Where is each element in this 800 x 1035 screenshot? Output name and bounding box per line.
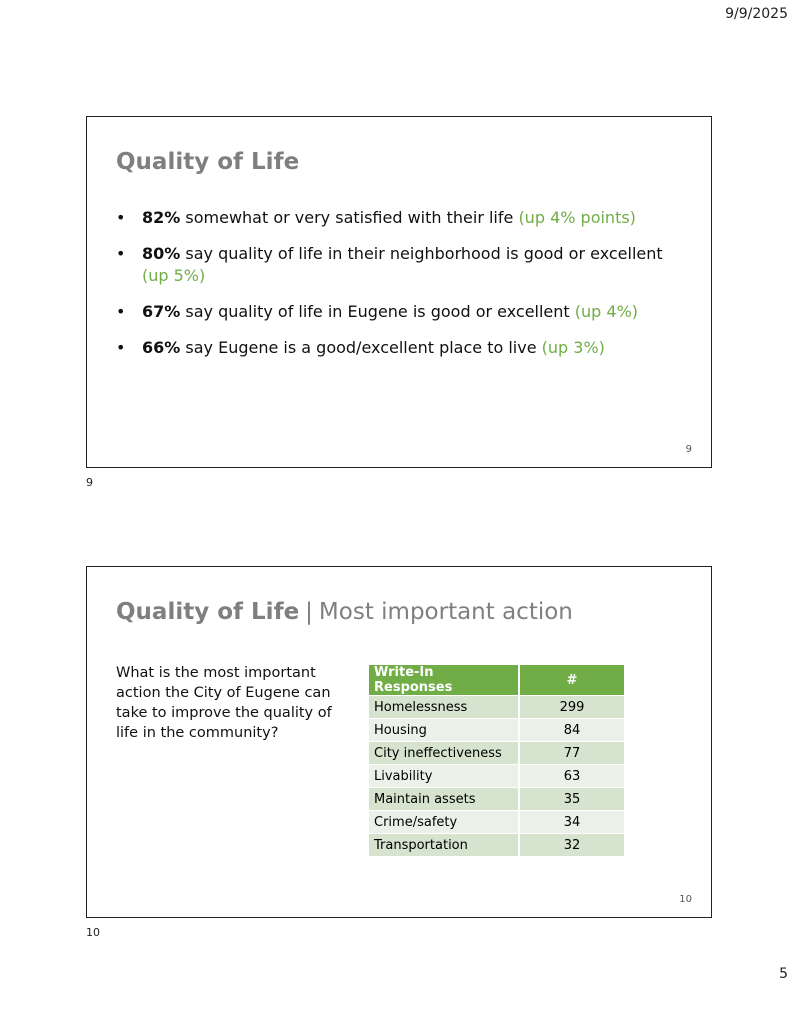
bullet-item: • 80% say quality of life in their neighborhood is good or excellent (up 5%)	[116, 243, 686, 287]
bullet-item: • 67% say quality of life in Eugene is good or excellent (up 4%)	[116, 301, 686, 323]
bullet-item: • 66% say Eugene is a good/excellent place to live (up 3%)	[116, 337, 686, 359]
table-row	[369, 788, 624, 811]
table-row	[369, 811, 624, 834]
table-cell: 63	[520, 765, 624, 788]
table-cell: 299	[520, 696, 624, 719]
slide-10	[86, 566, 712, 918]
table-cell: 84	[520, 719, 624, 742]
table-cell: 35	[520, 788, 624, 811]
column-header: #	[520, 665, 624, 696]
slide-label: 9	[86, 476, 93, 489]
table-row	[369, 834, 624, 857]
table-cell: Transportation	[369, 834, 520, 857]
table-cell: City ineffectiveness	[369, 742, 520, 765]
responses-table	[369, 665, 624, 857]
page-number: 5	[779, 966, 788, 982]
slide-9	[86, 116, 712, 468]
table-row	[369, 765, 624, 788]
table-cell: 34	[520, 811, 624, 834]
table-row	[369, 742, 624, 765]
slide-footer-number: 10	[679, 894, 692, 905]
header-date: 9/9/2025	[725, 6, 788, 22]
slide-label: 10	[86, 926, 100, 939]
table-cell: 77	[520, 742, 624, 765]
table-cell: Crime/safety	[369, 811, 520, 834]
table-cell: Housing	[369, 719, 520, 742]
slide-title: Quality of Life	[116, 149, 300, 175]
table-cell: Livability	[369, 765, 520, 788]
bullet-list	[116, 207, 686, 373]
bullet-item: • 82% somewhat or very satisfied with their life (up 4% points)	[116, 207, 686, 229]
table-header-row	[369, 665, 624, 696]
question-text: What is the most important action the City of Eugene can take to improve the quality of life in the community?	[116, 665, 332, 741]
table-row	[369, 719, 624, 742]
table-cell: Homelessness	[369, 696, 520, 719]
slide-title: Quality of Life | Most important action	[116, 599, 573, 625]
slide-footer-number: 9	[685, 444, 692, 455]
column-header: Write-In Responses	[369, 665, 520, 696]
table-row	[369, 696, 624, 719]
table-cell: Maintain assets	[369, 788, 520, 811]
table-cell: 32	[520, 834, 624, 857]
